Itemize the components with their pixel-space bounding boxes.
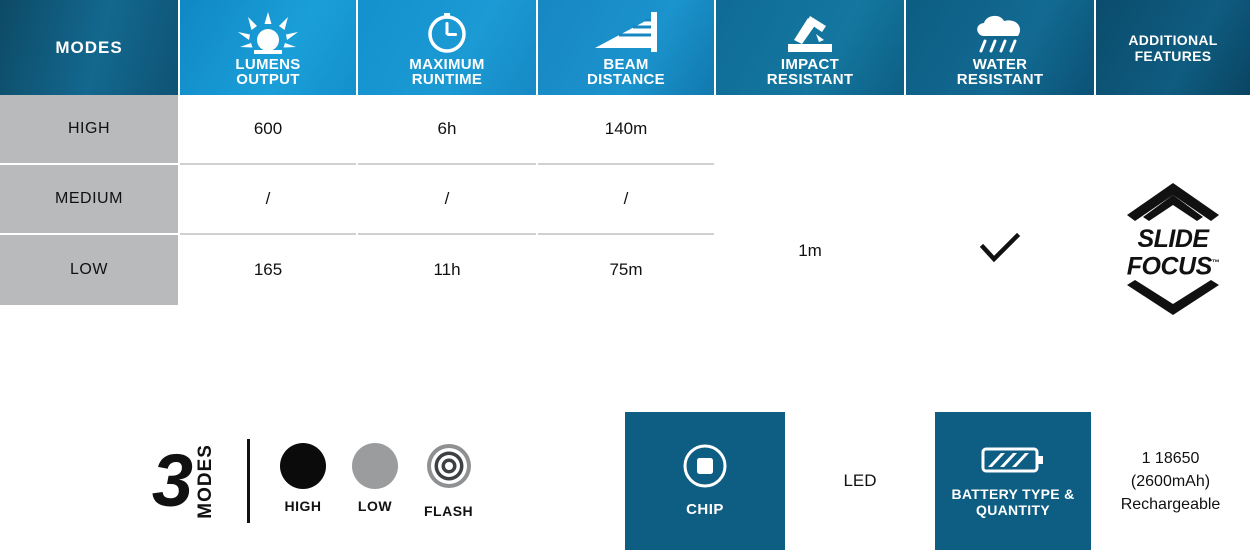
header-water-line2: RESISTANT: [956, 71, 1044, 88]
hammer-icon: [786, 10, 834, 54]
header-additional-line2: FEATURES: [1134, 47, 1212, 64]
header-impact-line2: RESISTANT: [766, 71, 854, 88]
battery-label-line2: & QUANTITY: [976, 485, 1075, 518]
check-icon: [980, 234, 1020, 269]
cell-high-beam: 140m: [538, 95, 714, 165]
vertical-divider: [247, 439, 250, 523]
cell-medium-lumens: /: [180, 165, 356, 235]
slide-focus-line1: SLIDE: [1137, 225, 1209, 254]
rain-cloud-icon: [972, 10, 1028, 54]
cell-additional-features: [1096, 95, 1250, 407]
mode-count-block: [151, 439, 217, 522]
impact-value: 1m: [798, 241, 822, 260]
table-row-low-mode: LOW: [0, 235, 178, 305]
mode-dot-flash: [424, 443, 473, 519]
mode-dot-high-label: HIGH: [284, 498, 322, 514]
header-modes-label: MODES: [55, 38, 123, 57]
table-header-row: [0, 0, 1250, 95]
battery-label-cell: [935, 412, 1091, 550]
cell-water-resistant: [906, 95, 1096, 407]
slide-focus-line2: FOCUS: [1126, 252, 1212, 281]
cell-high-runtime: 6h: [358, 95, 536, 165]
chip-label: CHIP: [686, 501, 724, 518]
led-value: LED: [843, 471, 877, 490]
header-runtime-line1: MAXIMUM: [409, 56, 485, 73]
battery-info-line1: 1 18650: [1141, 449, 1200, 467]
slide-focus-badge: [1096, 181, 1250, 320]
sun-burst-icon: [238, 10, 298, 54]
mode-count-word: MODES: [194, 443, 216, 519]
header-cell-modes: [0, 0, 180, 95]
header-water-line1: WATER: [972, 56, 1028, 73]
mode-dot-flash-label: FLASH: [423, 503, 474, 519]
header-impact-line1: IMPACT: [780, 56, 840, 73]
mode-dots: [280, 443, 473, 519]
header-additional-line1: ADDITIONAL: [1128, 31, 1218, 48]
column-lumens: [180, 95, 358, 407]
mode-dot-low-label: LOW: [357, 498, 393, 514]
mode-dot-high: [280, 443, 326, 519]
cell-low-lumens: 165: [180, 235, 356, 305]
cell-medium-beam: /: [538, 165, 714, 235]
mode-dot-low: [352, 443, 398, 519]
chevron-up-icon: [1125, 181, 1221, 227]
cell-impact-resistant: [716, 95, 906, 407]
concentric-rings-icon: [426, 443, 472, 494]
header-cell-additional: [1096, 0, 1250, 95]
cell-low-beam: 75m: [538, 235, 714, 305]
table-row-high-mode: HIGH: [0, 95, 178, 165]
square-in-circle-icon: [683, 444, 727, 493]
header-lumens-line1: LUMENS: [235, 56, 301, 73]
column-modes: [0, 95, 180, 407]
column-beam: [538, 95, 716, 407]
chip-cell: [625, 412, 785, 550]
battery-info-cell: [1091, 412, 1250, 550]
trademark-symbol: ™: [1211, 258, 1220, 268]
solid-gray-circle-icon: [352, 443, 398, 489]
cell-medium-runtime: /: [358, 165, 536, 235]
battery-info-line2: (2600mAh): [1130, 472, 1211, 490]
header-cell-water: [906, 0, 1096, 95]
column-runtime: [358, 95, 538, 407]
table-body: [0, 95, 1250, 407]
header-cell-runtime: [358, 0, 538, 95]
header-runtime-line2: RUNTIME: [411, 71, 483, 88]
header-beam-line1: BEAM: [603, 56, 649, 73]
header-cell-lumens: [180, 0, 358, 95]
cell-low-runtime: 11h: [358, 235, 536, 305]
battery-icon: [981, 445, 1045, 480]
header-beam-line2: DISTANCE: [587, 71, 665, 88]
header-cell-beam: [538, 0, 716, 95]
chevron-down-icon: [1125, 279, 1221, 321]
battery-label-line1: BATTERY TYPE: [951, 485, 1060, 502]
beam-cone-icon: [593, 10, 659, 54]
clock-icon: [426, 10, 468, 54]
bottom-summary-bar: [0, 407, 1250, 550]
header-cell-impact: [716, 0, 906, 95]
header-lumens-line2: OUTPUT: [236, 71, 300, 88]
chip-value-cell: [785, 412, 935, 550]
battery-info-line3: Rechargeable: [1120, 495, 1221, 513]
table-row-medium-mode: MEDIUM: [0, 165, 178, 235]
mode-indicator-group: [0, 412, 625, 550]
mode-count-number: 3: [151, 439, 193, 522]
cell-high-lumens: 600: [180, 95, 356, 165]
solid-black-circle-icon: [280, 443, 326, 489]
